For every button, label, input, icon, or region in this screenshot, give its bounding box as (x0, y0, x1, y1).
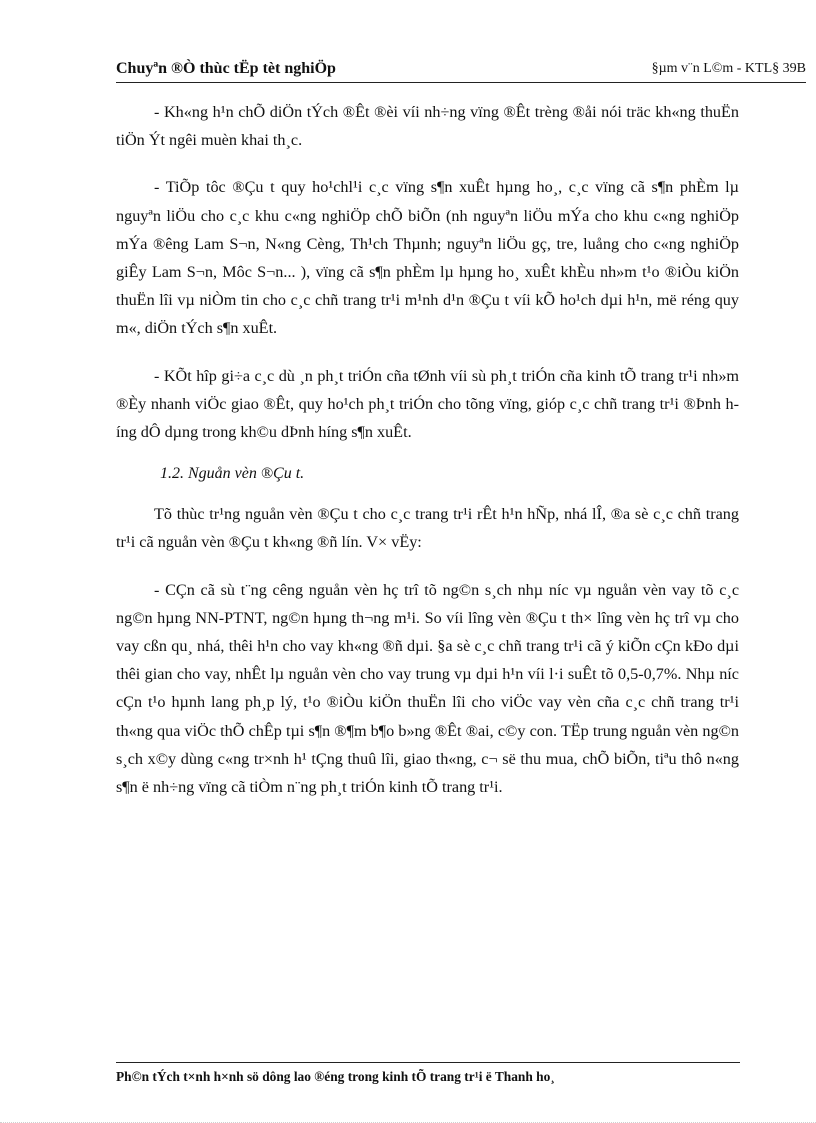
paragraph-capital-measures: - CÇn cã sù t¨ng cêng nguån vèn hç trî tõ ng©n s¸ch nhµ níc vµ nguån vèn vay tõ c¸c ng©n hµng NN-PTNT, ng©n hµng th¬ng m¹i. So víi lîng vèn ®Çu t th× lîng vèn hç trî vµ cho vay cßn qu¸ nhá, thêi h¹n cho vay kh«ng ®ñ dµi. §a sè c¸c chñ trang tr¹i cã ý kiÕn cÇn kÐo dµi thêi gian cho vay, nhÊt lµ nguån vèn cho vay trung vµ dµi h¹n víi l·i suÊt tõ 0,5-0,7%. Nhµ níc cÇn t¹o hµnh lang ph¸p lý, t¹o ®iÒu kiÖn thuËn lîi cho viÖc vay vèn cña c¸c chñ trang tr¹i th«ng qua viÖc thÕ chÊp tµi s¶n ®¶m b¶o b»ng ®Êt ®ai, c©y con. TËp trung nguån vèn ng©n s¸ch x©y dùng c«ng tr×nh h¹ tÇng thuû lîi, giao th«ng, c¬ së thu mua, chÕ biÕn, tiªu thô n«ng s¶n ë nh÷ng vïng cã tiÒm n¨ng ph¸t triÓn kinh tÕ trang tr¹i. (116, 580, 739, 797)
page-footer: Ph©n tÝch t×nh h×nh sö dông lao ®éng trong kinh tÕ trang tr¹i ë Thanh ho¸ (116, 1069, 555, 1084)
paragraph-regional-planning: - TiÕp tôc ®Çu t quy ho¹chl¹i c¸c vïng s¶n xuÊt hµng ho¸, c¸c vïng cã s¶n phÈm lµ nguyªn liÖu cho c¸c khu c«ng nghiÖp chÕ biÕn (nh nguyªn liÖu mÝa cho khu c«ng nghiÖp mÝa ®êng Lam S¬n, N«ng Cèng, Th¹ch Thµnh; nguyªn liÖu gç, tre, luång cho c«ng nghiÖp giÊy Lam S¬n, Môc S¬n... ), vïng cã s¶n phÈm lµ hµng ho¸ xuÊt khÈu nh»m t¹o ®iÒu kiÖn thuËn lîi vµ niÒm tin cho c¸c chñ trang tr¹i m¹nh d¹n ®Çu t víi kÕ ho¹ch dµi h¹n, më réng quy m«, diÖn tÝch s¶n xuÊt. (116, 178, 739, 338)
section-heading: 1.2. Nguån vèn ®Çu t. (160, 465, 305, 483)
footer-divider (116, 1062, 740, 1063)
paragraph-capital-situation: Tõ thùc tr¹ng nguån vèn ®Çu t cho c¸c trang tr¹i rÊt h¹n hÑp, nhá lÎ, ®a sè c¸c chñ trang tr¹i cã nguån vèn ®Çu t kh«ng ®ñ lín. V× vËy: (116, 505, 739, 552)
document-body (116, 98, 739, 801)
paragraph-land-limit: - Kh«ng h¹n chÕ diÖn tÝch ®Êt ®èi víi nh÷ng vïng ®Êt trèng ®åi nói träc kh«ng thuËn tiÖn Ýt ngêi muèn khai th¸c. (116, 103, 739, 150)
header-title: Chuyªn ®Ò thùc tËp tèt nghiÖp (116, 60, 336, 77)
page-header (116, 58, 806, 83)
header-author: §µm v¨n L©m - KTL§ 39B (651, 61, 806, 76)
paragraph-project-integration: - KÕt hîp gi÷a c¸c dù ¸n ph¸t triÓn cña tØnh víi sù ph¸t triÓn cña kinh tÕ trang tr¹i nh»m ®Èy nhanh viÖc giao ®Êt, quy ho¹ch ph¸t triÓn cho tõng vïng, gióp c¸c chñ trang tr¹i ®Þnh híng dÔ dµng trong kh©u dÞnh híng s¶n xuÊt. (116, 366, 739, 442)
